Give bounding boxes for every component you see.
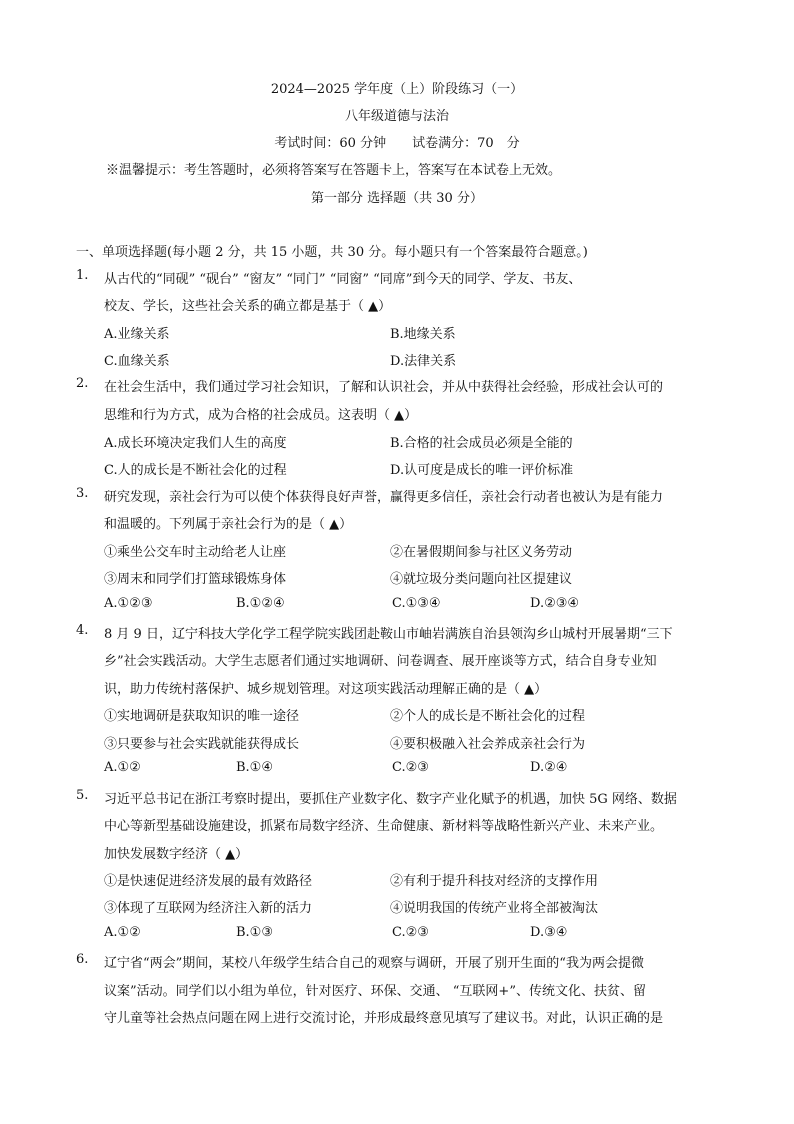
statement-1: ①实地调研是获取知识的唯一途径 — [104, 709, 300, 724]
statement-4: ④要积极融入社会养成亲社会行为 — [390, 737, 586, 752]
question-number: 2. — [76, 376, 89, 391]
option-a: A.①② — [104, 760, 141, 775]
question-text-line: 加快发展数字经济（ ▲） — [104, 847, 249, 862]
question-number: 3. — [76, 486, 89, 501]
option-d: D.②④ — [530, 760, 568, 775]
question-number: 4. — [76, 623, 89, 638]
statement-2: ②在暑假期间参与社区义务劳动 — [390, 545, 573, 560]
option-a: A.①② — [104, 925, 141, 940]
option-b: B.①②④ — [236, 596, 285, 611]
option-a: A.①②③ — [104, 596, 153, 611]
question-number: 1. — [76, 268, 89, 283]
part-heading: 第一部分 选择题（共 30 分） — [311, 191, 483, 206]
statement-4: ④就垃圾分类问题向社区提建议 — [390, 572, 573, 587]
statement-2: ②个人的成长是不断社会化的过程 — [390, 709, 586, 724]
question-text-line: 和温暖的。下列属于亲社会行为的是（ ▲） — [104, 517, 353, 532]
question-text-line: 辽宁省“两会”期间，某校八年级学生结合自己的观察与调研，开展了别开生面的“我为两会提微 — [104, 956, 644, 971]
option-b: B.①④ — [236, 760, 273, 775]
exam-time-info: 考试时间：60 分钟 试卷满分：70 分 — [274, 136, 520, 151]
option-d: D.认可度是成长的唯一评价标准 — [390, 463, 574, 478]
option-b: B.①③ — [236, 925, 273, 940]
question-number: 5. — [76, 788, 89, 803]
exam-notice: ※温馨提示：考生答题时，必须将答案写在答题卡上，答案写在本试卷上无效。 — [106, 163, 562, 178]
option-d: D.法律关系 — [390, 354, 457, 369]
option-c: C.②③ — [392, 760, 429, 775]
question-text-line: 习近平总书记在浙江考察时提出，要抓住产业数字化、数字产业化赋予的机遇，加快 5G 网络、数据 — [104, 792, 677, 807]
option-c: C.血缘关系 — [104, 354, 170, 369]
statement-2: ②有利于提升科技对经济的支撑作用 — [390, 874, 599, 889]
option-d: D.②③④ — [530, 596, 580, 611]
option-d: D.③④ — [530, 925, 568, 940]
question-text-line: 中心等新型基础设施建设，抓紧布局数字经济、生命健康、新材料等战略性新兴产业、未来产业。 — [104, 819, 664, 834]
question-text-line: 乡”社会实践活动。大学生志愿者们通过实地调研、问卷调查、展开座谈等方式，结合自身专业知 — [104, 654, 657, 669]
exam-title: 2024—2025 学年度（上）阶段练习（一） — [270, 82, 524, 97]
option-a: A.业缘关系 — [104, 327, 170, 342]
option-c: C.②③ — [392, 925, 429, 940]
option-c: C.人的成长是不断社会化的过程 — [104, 463, 287, 478]
statement-3: ③体现了互联网为经济注入新的活力 — [104, 901, 313, 916]
question-text-line: 研究发现，亲社会行为可以使个体获得良好声誉，赢得更多信任，亲社会行动者也被认为是有能力 — [104, 490, 664, 505]
option-b: B.合格的社会成员必须是全能的 — [390, 436, 573, 451]
statement-4: ④说明我国的传统产业将全部被淘汰 — [390, 901, 599, 916]
question-text-line: 守儿童等社会热点问题在网上进行交流讨论，并形成最终意见填写了建议书。对此，认识正确的是 — [104, 1011, 664, 1026]
question-text-line: 识，助力传统村落保护、城乡规划管理。对这项实践活动理解正确的是（ ▲） — [104, 682, 548, 697]
option-a: A.成长环境决定我们人生的高度 — [104, 436, 287, 451]
question-text-line: 议案”活动。同学们以小组为单位，针对医疗、环保、交通、 “互联网+”、传统文化、扶贫、留 — [104, 984, 646, 999]
question-text-line: 从古代的“同砚” “砚台” “窗友” “同门” “同窗” “同席”到今天的同学、学友、书友、 — [104, 272, 582, 287]
statement-3: ③只要参与社会实践就能获得成长 — [104, 737, 300, 752]
question-text-line: 在社会生活中，我们通过学习社会知识，了解和认识社会，并从中获得社会经验，形成社会认可的 — [104, 380, 664, 395]
section-instruction: 一、单项选择题(每小题 2 分，共 15 小题，共 30 分。每小题只有一个答案最符合题意。) — [76, 245, 588, 260]
exam-subject: 八年级道德与法治 — [344, 109, 449, 124]
option-c: C.①③④ — [392, 596, 441, 611]
question-text-line: 思维和行为方式，成为合格的社会成员。这表明（ ▲） — [104, 408, 418, 423]
option-b: B.地缘关系 — [390, 327, 456, 342]
question-text-line: 8 月 9 日，辽宁科技大学化学工程学院实践团赴鞍山市岫岩满族自治县领沟乡山城村开展暑期“三下 — [104, 627, 673, 642]
question-number: 6. — [76, 952, 89, 967]
statement-1: ①乘坐公交车时主动给老人让座 — [104, 545, 287, 560]
statement-3: ③周末和同学们打篮球锻炼身体 — [104, 572, 287, 587]
statement-1: ①是快速促进经济发展的最有效路径 — [104, 874, 313, 889]
question-text-line: 校友、学长，这些社会关系的确立都是基于（ ▲） — [104, 299, 392, 314]
